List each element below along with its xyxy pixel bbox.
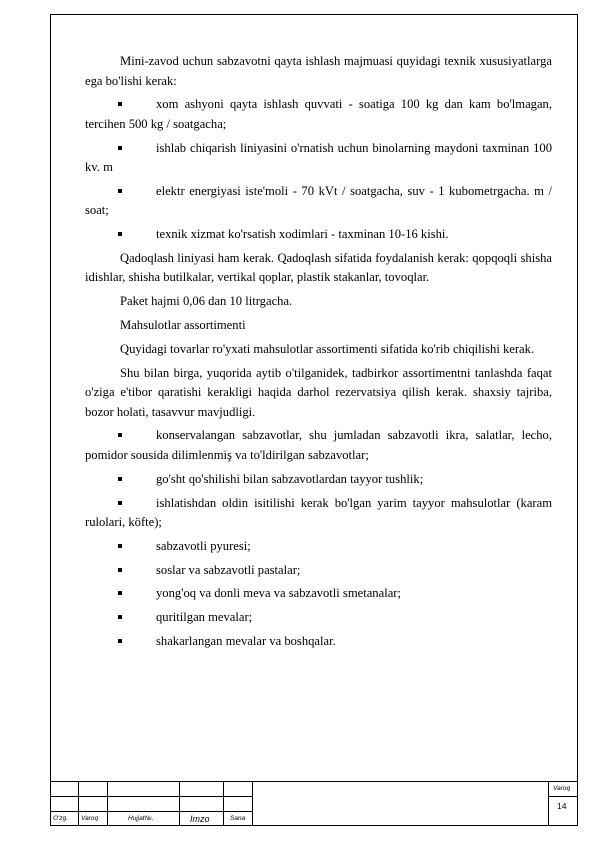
bullet-item [85, 632, 552, 652]
bullet-text: elektr energiyasi iste'moli - 70 kVt / soatgacha, suv - 1 kubometrgacha. m / soat; [85, 183, 552, 218]
bullet-text: soslar va sabzavotli pastalar; [156, 562, 301, 577]
bullet-text: ishlatishdan oldin isitilishi kerak bo'lgan yarim tayyor mahsulotlar (karam rulolari, köfte); [85, 495, 552, 530]
bullet-text: sabzavotli pyuresi; [156, 538, 251, 553]
paragraph: Quyidagi tovarlar ro'yxati mahsulotlar assortimenti sifatida ko'rib chiqilishi kerak. [120, 341, 535, 356]
bullet-square-icon [118, 615, 122, 619]
bullet-square-icon [118, 477, 122, 481]
paragraph: Mahsulotlar assortimenti [120, 318, 246, 333]
bullet-square-icon [118, 544, 122, 548]
paragraph: Mini-zavod uchun sabzavotni qayta ishlash majmuasi quyidagi texnik xususiyatlarga ega bo'lishi kerak: [85, 54, 552, 88]
bullet-text: ishlab chiqarish liniyasini o'rnatish uchun binolarning maydoni taxminan 100 kv. m [85, 140, 552, 175]
sheet-label: Varoq [553, 785, 571, 792]
bullet-item [85, 470, 552, 490]
col-imzo-label: Imzo [190, 814, 210, 824]
col-hujjat-label: Hujjat№. [128, 815, 154, 822]
bullet-square-icon [118, 146, 122, 150]
bullet-item [85, 537, 552, 557]
bullet-square-icon [118, 102, 122, 106]
bullet-text: texnik xizmat ko'rsatish xodimlari - taxminan 10-16 kishi. [156, 227, 449, 242]
col-sana-label: Sana [230, 815, 246, 822]
bullet-text: xom ashyoni qayta ishlash quvvati - soatiga 100 kg dan kam bo'lmagan, tercihen 500 kg / soatgacha; [85, 97, 552, 131]
bullet-item [85, 494, 552, 533]
bullet-text: yong'oq va donli meva va sabzavotli smetanalar; [156, 586, 401, 601]
bullet-square-icon [118, 501, 122, 505]
title-block [50, 781, 578, 826]
bullet-text: quritilgan mevalar; [156, 610, 253, 625]
bullet-item [85, 225, 552, 245]
bullet-text: konservalangan sabzavotlar, shu jumladan sabzavotli ikra, salatlar, lecho, pomidor sousida dilimlenmiş va to'ldirilgan sabzavotlar; [85, 428, 552, 462]
paragraph: Qadoqlash liniyasi ham kerak. Qadoqlash sifatida foydalanish kerak: qopqoqli shisha idishlar, shisha butilkalar, vertikal qoplar, plastik stakanlar, tovoqlar. [85, 250, 552, 285]
bullet-square-icon [118, 232, 122, 236]
bullet-text: go'sht qo'shilishi bilan sabzavotlardan tayyor tushlik; [156, 471, 424, 486]
paragraph: Paket hajmi 0,06 dan 10 litrgacha. [120, 294, 293, 309]
bullet-square-icon [118, 591, 122, 595]
col-ozg-label: O'zg. [53, 815, 68, 822]
bullet-square-icon [118, 568, 122, 572]
paragraph: Shu bilan birga, yuqorida aytib o'tilganidek, tadbirkor assortimentni tanlashda faqat o'ziga e'tibor qaratishi kerakligi haqida darhol rezervatsiya qilish kerak. shaxsiy tajriba, bozor holati, tasavvur mavjudligi. [85, 365, 552, 419]
bullet-square-icon [118, 189, 122, 193]
bullet-text: shakarlangan mevalar va boshqalar. [156, 634, 336, 649]
bullet-item [85, 182, 552, 221]
bullet-item [85, 139, 552, 178]
bullet-item [85, 608, 552, 628]
col-varoq-label: Varoq [81, 815, 99, 822]
bullet-item [85, 584, 552, 604]
page-number: 14 [557, 801, 567, 811]
bullet-item [85, 561, 552, 581]
bullet-item [85, 426, 552, 465]
bullet-square-icon [118, 433, 122, 437]
bullet-square-icon [118, 639, 122, 643]
bullet-item [85, 95, 552, 134]
document-body [85, 52, 552, 656]
